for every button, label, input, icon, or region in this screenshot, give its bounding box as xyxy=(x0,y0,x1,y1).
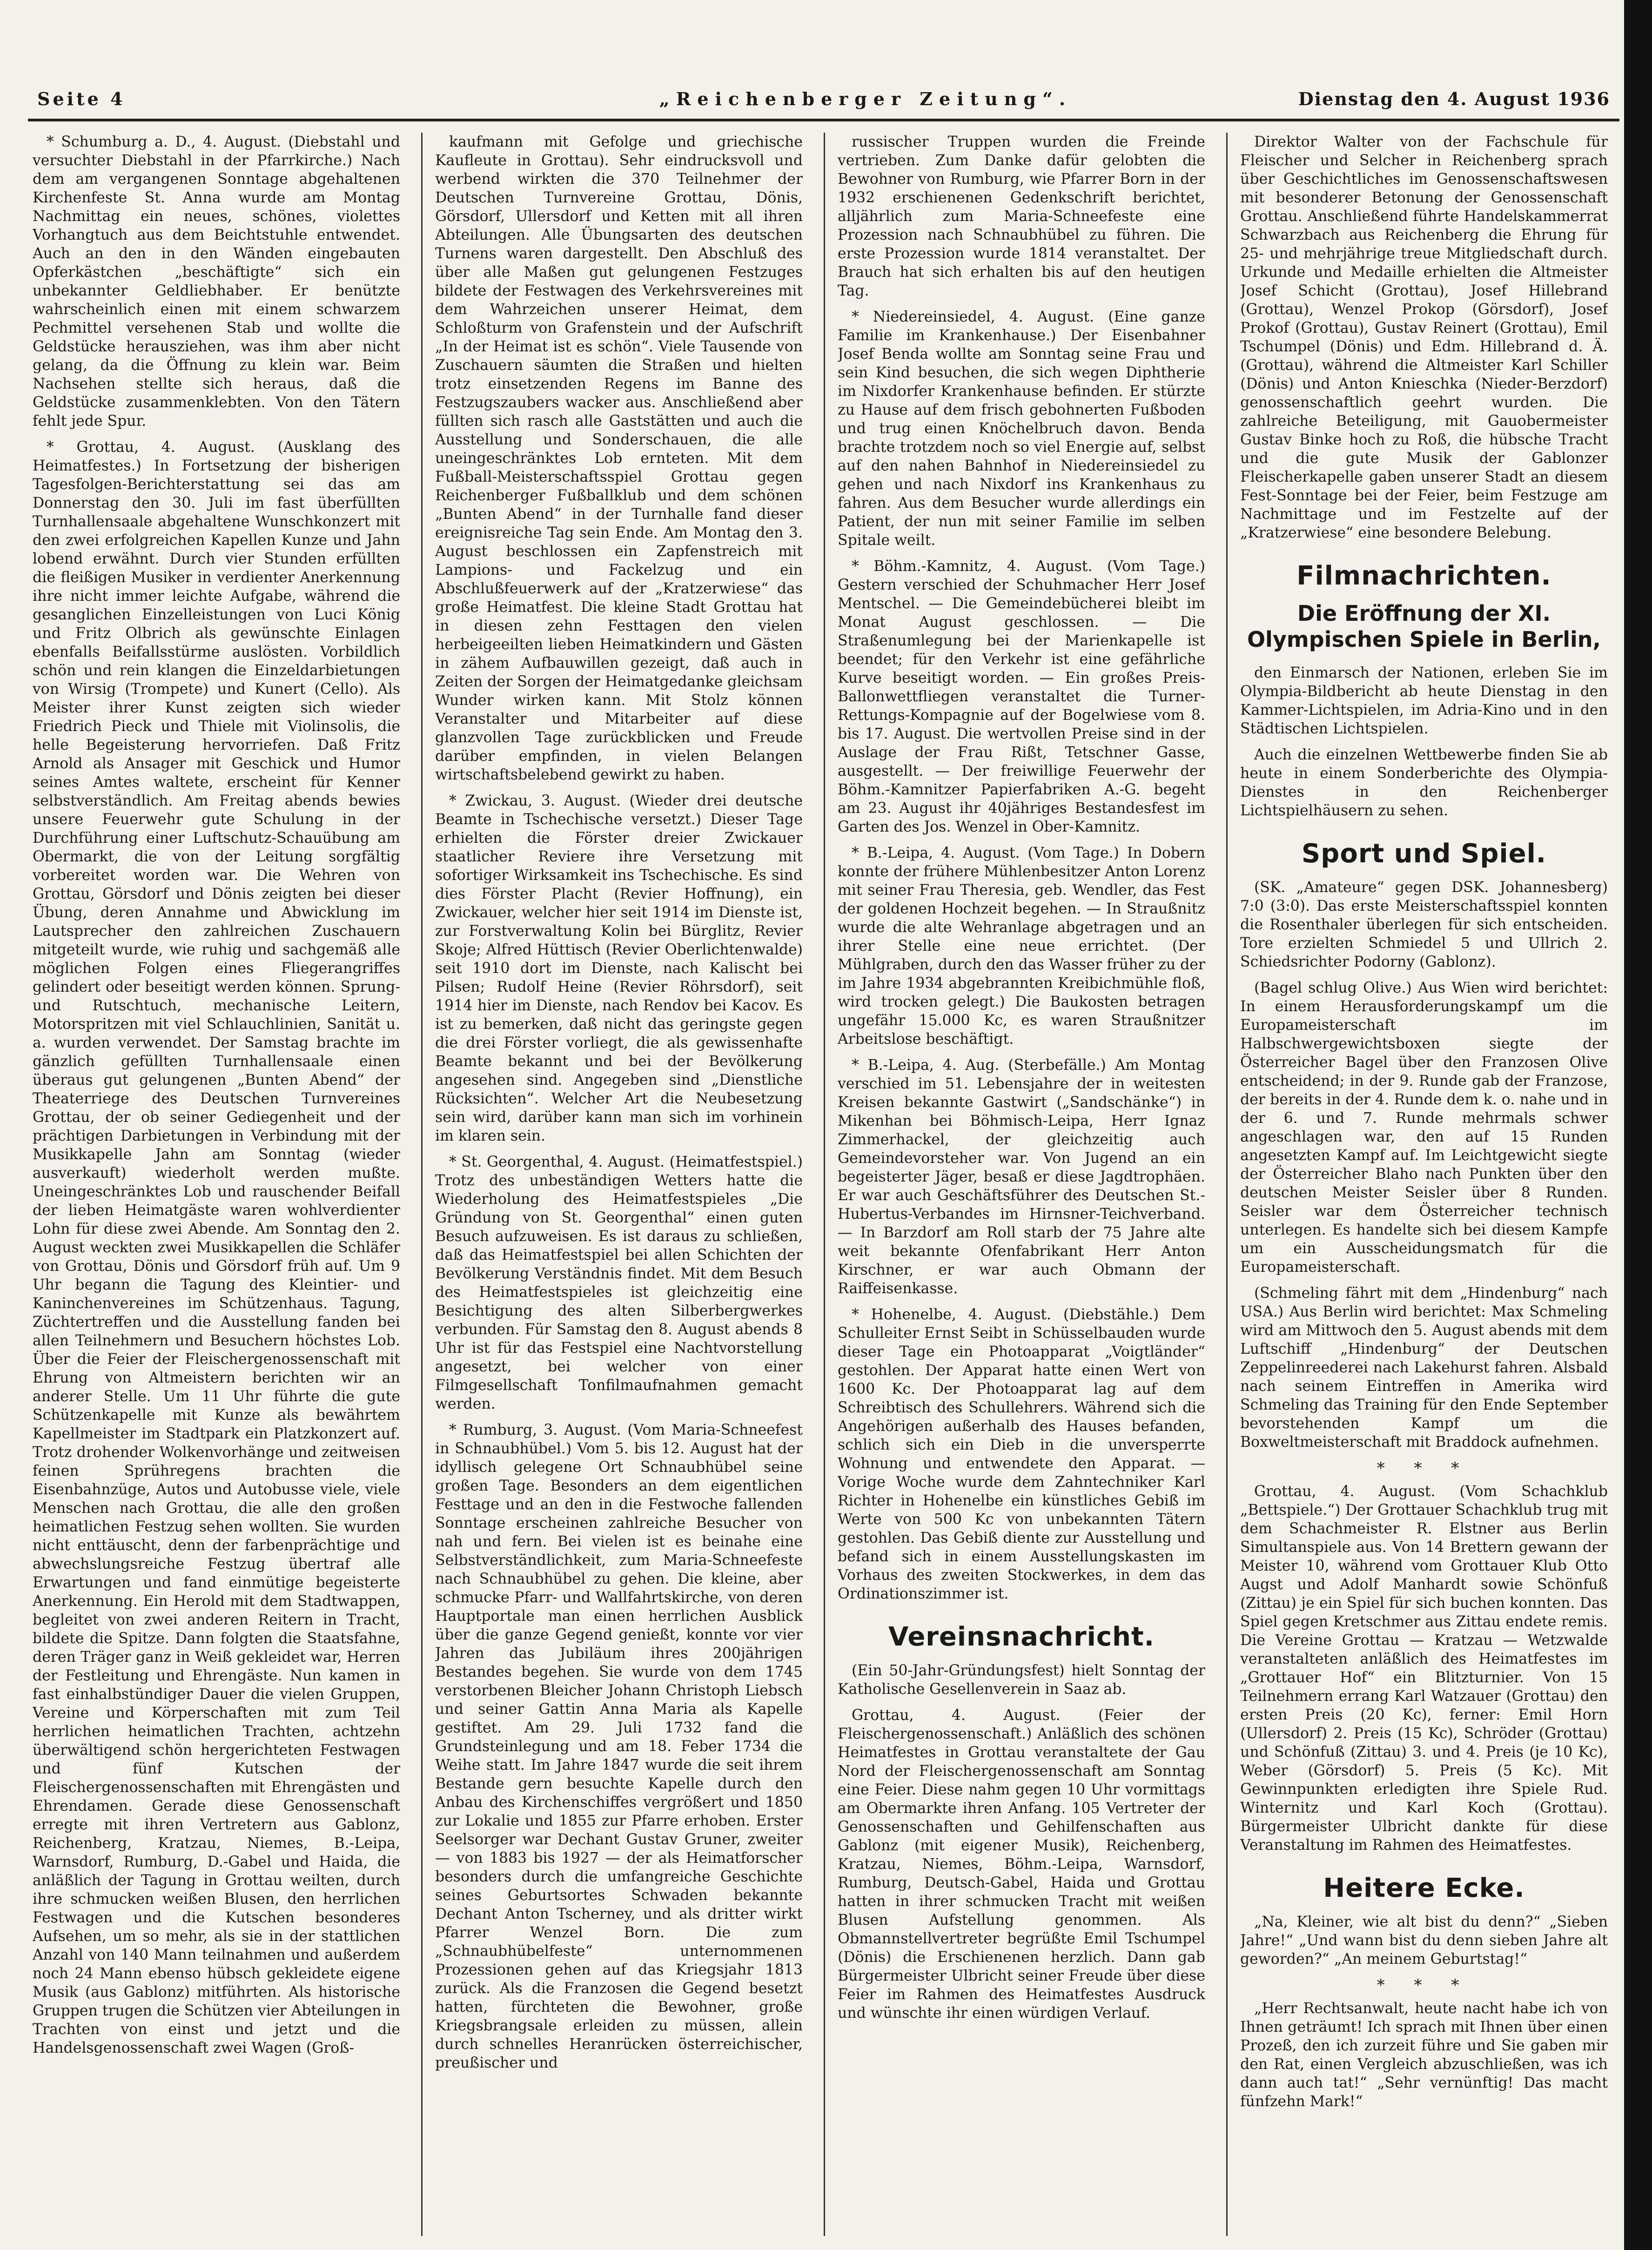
film-text: den Einmarsch der Nationen, erleben Sie im Olympia-Bildbericht ab heute Dienstag in den Kammer-Lichtspielen, im Adria-Kino und in den Städtischen Lichtspielen. xyxy=(1240,665,1608,737)
column-rule xyxy=(1226,133,1228,2236)
article-fleischergenossenschaft: Grottau, 4. August. (Feier der Fleischergenossenschaft.) Anläßlich des schönen Heimatfestes in Grottau veranstaltete der Gau Nord der Fleischergenossenschaft am Sonntag eine Feier. Diese nahm gegen 10 Uhr vormittags am Obermarkte ihren Anfang. 105 Vertreter der Genossenschaften und Gehilfenschaften aus Gablonz (mit eigener Musik), Reichenberg, Kratzau, Niemes, Böhm.-Leipa, Warnsdorf, Rumburg, Deutsch-Gabel, Haida und Grottau hatten in ihrer schmucken Tracht mit weißen Blusen Aufstellung genommen. Als Obmannstellvertreter begrüßte Emil Tschumpel (Dönis) die Erschienenen herzlich. Dann gab Bürgermeister Ulbricht seiner Freude über diese Feier im Rahmen des Heimatfestes Ausdruck und wünschte ihr einen würdigen Verlauf. xyxy=(838,1707,1205,2022)
section-title-film: Filmnachrichten. xyxy=(1296,561,1551,591)
article-grottau-heimatfest: * Grottau, 4. August. (Ausklang des Heimatfestes.) In Fortsetzung der bisherigen Tagesfolgen-Berichterstattung sei das am Donnerstag den 30. Juli im fast überfüllten Turnhallensaale abgehaltene Wunschkonzert mit den zwei erfolgreichen Kapellen Kunze und Jahn lobend erwähnt. Durch vier Stunden erfüllten die fleißigen Musiker in verdienter Anerkennung ihre nicht immer leichte Aufgabe, während die gesanglichen Einzelleistungen von Luci König und Fritz Olbrich als gewünschte Einlagen ebenfalls Beifallsstürme auslösten. Vorbildlich schön und rein klangen die Einzeldarbietungen von Wirsig (Trompete) und Kunert (Cello). Als Meister ihrer Kunst zeigten sich wieder Friedrich Pieck und Thiele mit Violinsolis, die helle Begeisterung hervorriefen. Daß Fritz Arnold als Ansager mit Geschick und Humor seines Amtes waltete, erscheint für Kenner selbstverständlich. Am Freitag abends bewies unsere Feuerwehr gute Schulung in der Durchführung einer Luftschutz-Schauübung am Obermarkt, die von der Leitung sorgfältig vorbereitet worden war. Die Wehren von Grottau, Görsdorf und Dönis zeigten bei dieser Übung, deren Annahme und Abwicklung im Lautsprecher den zahlreichen Zuschauern mitgeteilt wurde, wie ruhig und sachgemäß alle möglichen Folgen eines Fliegerangriffes gelindert oder beseitigt werden können. Sprung- und Rutschtuch, mechanische Leitern, Motorspritzen mit viel Schlauchlinien, Sanität u. a. wurden verwendet. Der Samstag brachte im gänzlich gefüllten Turnhallensaale einen überaus gut gelungenen „Bunten Abend“ der Theaterriege des Deutschen Turnvereines Grottau, der ob seiner Gediegenheit und der prächtigen Darbietungen in Verbindung mit der Musikkapelle Jahn am Sonntag (wieder ausverkauft) wiederholt werden mußte. Uneingeschränktes Lob und rauschender Beifall der lieben Heimatgäste waren wohlverdienter Lohn für diese zwei Abende. Am Sonntag den 2. August weckten zwei Musikkapellen die Schläfer von Grottau, Dönis und Görsdorf früh auf. Um 9 Uhr begann die Tagung des Kleintier- und Kaninchenvereines im Schützenhaus. Tagung, Züchtertreffen und die Ausstellung fanden bei allen Teilnehmern und Besuchern höchstes Lob. Über die Feier der Fleischergenossenschaft mit Ehrung von Altmeistern berichten wir an anderer Stelle. Um 11 Uhr führte die gute Schützenkapelle mit Kunze als bewährtem Kapellmeister im Stadtpark ein Platzkonzert auf. Trotz drohender Wolkenvorhänge und zeitweisen feinen Sprühregens brachten die Eisenbahnzüge, Autos und Autobusse viele, viele Menschen nach Grottau, die alle den großen heimatlichen Festzug sehen wollten. Sie wurden nicht enttäuscht, denn der farbenprächtige und abwechslungsreiche Festzug übertraf alle Erwartungen und fand einmütige begeisterte Anerkennung. Ein Herold mit dem Stadtwappen, begleitet von zwei anderen Reitern in Tracht, bildete die Spitze. Dann folgten die Staatsfahne, deren Träger ganz in Weiß gekleidet war, Herren der Festleitung und Ehrengäste. Nun kamen in fast einhalbstündiger Dauer die vielen Gruppen, Vereine und Körperschaften mit zum Teil herrlichen heimatlichen Trachten, achtzehn überwältigend schön hergerichteten Festwagen und fünf Kutschen der Fleischergenossenschaften mit Ehrengästen und Ehrendamen. Gerade diese Genossenschaft erregte mit ihren Vertretern aus Gablonz, Reichenberg, Kratzau, Niemes, B.-Leipa, Warnsdorf, Rumburg, D.-Gabel und Haida, die anläßlich der Tagung in Grottau weilten, durch ihre schmucken weißen Blusen, den herrlichen Festwagen und die Kutschen besonderes Aufsehen, um so mehr, als sie in der stattlichen Anzahl von 140 Mann teilnahmen und außerdem noch 24 Mann ebenso hübsch gekleidete eigene Musik (aus Gablonz) mitführten. Als historische Gruppen trugen die Schützen vier Abteilungen in Trachten von einst und jetzt und die Handelsgenossenschaft zwei Wagen (Groß- xyxy=(33,439,400,2056)
article-niedereinsiedel: * Niedereinsiedel, 4. August. (Eine ganze Familie im Krankenhause.) Der Eisenbahner Josef Benda wollte am Sonntag seine Frau und sein Kind besuchen, die sich wegen Diphtherie im Nixdorfer Krankenhause befinden. Er stürzte zu Hause auf dem frisch gebohnerten Fußboden und trug einen Knöchelbruch davon. Benda brachte trotzdem noch so viel Energie auf, selbst auf den nahen Bahnhof in Niedereinsiedel zu gehen und nach Nixdorf ins Krankenhaus zu fahren. Aus dem Besucher wurde allerdings ein Patient, der nun mit seiner Familie im selben Spitale weilt. xyxy=(838,309,1205,549)
joke-item: „Na, Kleiner, wie alt bist du denn?“ „Sieben Jahre!“ „Und wann bist du denn sieben Jahre alt geworden?“ „An meinem Geburtstag!“ xyxy=(1240,1914,1608,1968)
film-headline: Die Eröffnung der XI. Olympischen Spiele in Berlin, xyxy=(1247,601,1601,652)
joke-item: „Herr Rechtsanwalt, heute nacht habe ich von Ihnen geträumt! Ich sprach mit Ihnen über einen Prozeß, den ich zurzeit führe und Sie gaben mir den Rat, einen Vergleich abzuschließen, was ich dann auch tat!“ „Sehr vernünftig! Das macht fünfzehn Mark!“ xyxy=(1240,2000,1608,2110)
page-number: Seite 4 xyxy=(37,88,126,109)
newspaper-title: „Reichenberger Zeitung“. xyxy=(659,88,1072,109)
column-2 xyxy=(435,133,803,2236)
article-grottau-continued: kaufmann mit Gefolge und griechische Kaufleute in Grottau). Sehr eindrucksvoll und werbend wirkten die 370 Teilnehmer der Deutschen Turnvereine Grottau, Dönis, Görsdorf, Ullersdorf und Ketten mit all ihren Abteilungen. Alle Übungsarten des deutschen Turnens waren dargestellt. Den Abschluß des über alle Maßen gut gelungenen Festzuges bildete der Festwagen des Verkehrsvereines mit dem Wahrzeichen unserer Heimat, dem Schloßturm von Grafenstein und der Aufschrift „In der Heimat ist es schön“. Viele Tausende von Zuschauern säumten die Straßen und hielten trotz einsetzenden Regens im Banne des Festzugszaubers wacker aus. Anschließend aber füllten sich rasch alle Gaststätten und auch die Ausstellung und Sonderschauen, die alle uneingeschränktes Lob ernteten. Mit dem Fußball-Meisterschaftsspiel Grottau gegen Reichenberger Fußballklub und dem schönen „Bunten Abend“ in der Turnhalle fand dieser ereignisreiche Tag sein Ende. Am Montag den 3. August beschlossen ein Zapfenstreich mit Lampions- und Fackelzug und ein Abschlußfeuerwerk auf der „Kratzerwiese“ das große Heimatfest. Die kleine Stadt Grottau hat in diesen zehn Festtagen den vielen herbeigeeilten lieben Heimatkindern und Gästen in zähem Aufbauwillen gezeigt, daß auch in Zeiten der Sorgen der Heimatgedanke gleichsam Wunder wirken kann. Mit Stolz können Veranstalter und Mitarbeiter auf diese glanzvollen Tage zurückblicken und Freude darüber empfinden, in vielen Belangen wirtschaftsbelebend gewirkt zu haben. xyxy=(435,134,803,783)
article-gesellenverein: (Ein 50-Jahr-Gründungsfest) hielt Sonntag der Katholische Gesellenverein in Saaz ab. xyxy=(838,1662,1205,1698)
section-title-sport: Sport und Spiel. xyxy=(1301,839,1547,869)
separator-stars: * * * xyxy=(1377,1976,1471,1995)
article-b-leipa-vom-tage: * B.-Leipa, 4. August. (Vom Tage.) In Dobern konnte der frühere Mühlenbesitzer Anton Lorenz mit seiner Frau Theresia, geb. Wendler, das Fest der goldenen Hochzeit begehen. — In Straußnitz wurde die alte Wehranlage abgetragen und an ihrer Stelle eine neue errichtet. (Der Mühlgraben, durch den das Wasser früher zu der im Jahre 1934 abgebrannten Kreibichmühle floß, wird trocken gelegt.) Die Baukosten betragen ungefähr 15.000 Kc, es waren Straußnitzer Arbeitslose beschäftigt. xyxy=(838,845,1205,1048)
sport-item: (SK. „Amateure“ gegen DSK. Johannesberg) 7:0 (3:0). Das erste Meisterschaftsspiel konnten die Rosenthaler überlegen für sich entscheiden. Tore erzielten Schmiedel 5 und Ullrich 2. Schiedsrichter Podorny (Gablonz). xyxy=(1240,879,1608,970)
scan-border xyxy=(1624,0,1652,2250)
article-fleischer-continued: Direktor Walter von der Fachschule für Fleischer und Selcher in Reichenberg sprach über Geschichtliches im Genossenschaftswesen mit besonderer Betonung der Genossenschaft Grottau. Anschließend führte Handelskammerrat Schwarzbach aus Reichenberg die Ehrung für 25- und mehrjährige treue Mitgliedschaft durch. Urkunde und Medaille erhielten die Altmeister Josef Schicht (Grottau), Josef Hillebrand (Grottau), Wenzel Prokop (Görsdorf), Josef Prokof (Grottau), Gustav Reinert (Grottau), Emil Tschumpel (Dönis) und Edm. Hillebrand d. Ä. (Grottau), während die Altmeister Karl Schiller (Dönis) und Anton Knieschka (Nieder-Berzdorf) genossenschaftlich geehrt wurden. Die zahlreiche Beteiligung, mit Gauobermeister Gustav Binke hoch zu Roß, die hübsche Tracht und die gute Musik der Gablonzer Fleischerkapelle gaben unserer Stadt an diesem Fest-Sonntage bei der Feier, beim Festzuge am Nachmittage und im Festzelte auf der „Kratzerwiese“ eine besondere Belebung. xyxy=(1240,134,1608,541)
issue-date: Dienstag den 4. August 1936 xyxy=(1298,88,1610,109)
article-rumburg: * Rumburg, 3. August. (Vom Maria-Schneefest in Schnaubhübel.) Vom 5. bis 12. August hat der idyllisch gelegene Ort Schnaubhübel seine großen Tage. Besonders an dem eigentlichen Festtage und an den in die Festwoche fallenden Sonntage erscheinen zahlreiche Besucher von nah und fern. Bei vielen ist es beinahe eine Selbstverständlichkeit, zum Maria-Schneefeste nach Schnaubhübel zu gehen. Die kleine, aber schmucke Pfarr- und Wallfahrtskirche, von deren Hauptportale man einen herrlichen Ausblick über die ganze Gegend genießt, konnte vor vier Jahren das Jubiläum ihres 200jährigen Bestandes begehen. Sie wurde von dem 1745 verstorbenen Bleicher Johann Christoph Liebsch und seiner Gattin Anna Maria als Kapelle gestiftet. Am 29. Juli 1732 fand die Grundsteinlegung und am 18. Feber 1734 die Weihe statt. Im Jahre 1847 wurde die seit ihrem Bestande gern besuchte Kapelle durch den Anbau des Kirchenschiffes vergrößert und 1850 zur Lokalie und 1855 zur Pfarre erhoben. Erster Seelsorger war Dechant Gustav Gruner, zweiter — von 1883 bis 1927 — der als Heimatforscher besonders durch die umfangreiche Geschichte seines Geburtsortes Schwaden bekannte Dechant Anton Tscherney, und als dritter wirkt Pfarrer Wenzel Born. Die zum „Schnaubhübelfeste“ unternommenen Prozessionen gehen auf das Kriegsjahr 1813 zurück. Als die Franzosen die Gegend besetzt hatten, fürchteten die Bewohner, große Kriegsbrangsale erleiden zu müssen, allein durch schnelles Heranrücken österreichischer, preußischer und xyxy=(435,1422,803,2071)
article-rumburg-continued: russischer Truppen wurden die Freinde vertrieben. Zum Danke dafür gelobten die Bewohner von Rumburg, wie Pfarrer Born in der 1932 erschienenen Gedenkschrift berichtet, alljährlich zum Maria-Schneefeste eine Prozession nach Schnaubhübel zu führen. Die erste Prozession wurde 1814 veranstaltet. Der Brauch hat sich erhalten bis auf den heutigen Tag. xyxy=(838,134,1205,299)
film-text: Auch die einzelnen Wettbewerbe finden Sie ab heute in einem Sonderberichte des Olympia-Dienstes in den Reichenberger Lichtspielhäusern zu sehen. xyxy=(1240,746,1608,819)
article-boehm-kamnitz: * Böhm.-Kamnitz, 4. August. (Vom Tage.) Gestern verschied der Schuhmacher Herr Josef Mentschel. — Die Gemeindebücherei bleibt im Monat August geschlossen. — Die Straßenumlegung bei der Marienkapelle ist beendet; für den Verkehr ist eine gefährliche Kurve beseitigt worden. — Ein großes Preis-Ballonwettfliegen veranstaltet die Turner-Rettungs-Kompagnie auf der Bogelwiese vom 8. bis 17. August. Die wertvollen Preise sind in der Auslage der Frau Rißt, Tetschner Gasse, ausgestellt. — Der freiwillige Feuerwehr der Böhm.-Kamnitzer Papierfabriken A.-G. begeht am 23. August ihr 40jähriges Bestandesfest im Garten des Jos. Wenzel in Ober-Kamnitz. xyxy=(838,558,1205,835)
article-zwickau: * Zwickau, 3. August. (Wieder drei deutsche Beamte in Tschechische versetzt.) Dieser Tage erhielten die Förster dreier Zwickauer staatlicher Reviere ihre Versetzung mit sofortiger Wirksamkeit ins Tschechische. Es sind dies Förster Placht (Revier Hoffnung), ein Zwickauer, welcher hier seit 1914 im Dienste ist, zur Forstverwaltung Kolin bei Bürglitz, Revier Skoje; Alfred Hüttisch (Revier Oberlichtenwalde) seit 1910 dort im Dienste, nach Kalischt bei Pilsen; Rudolf Heine (Revier Röhrsdorf), seit 1914 hier im Dienste, nach Rendov bei Kacov. Es ist zu bemerken, daß nicht das geringste gegen die drei Förster vorliegt, die als gewissenhafte Beamte bekannt und bei der Bevölkerung angesehen sind. Angegeben sind „Dienstliche Rücksichten“. Welcher Art die Neubesetzung sein wird, darüber kann man sich im vorhinein im klaren sein. xyxy=(435,793,803,1144)
column-1 xyxy=(33,133,400,2236)
sport-item: Grottau, 4. August. (Vom Schachklub „Bettspiele.“) Der Grottauer Schachklub trug mit dem Schachmeister R. Elstner aus Berlin Simultanspiele aus. Von 14 Brettern gewann der Meister 10, während vom Grottauer Klub Otto Augst und Adolf Manhardt sowie Schönfuß (Zittau) je ein Spiel für sich buchen konnten. Das Spiel gegen Kretschmer aus Zittau endete remis. Die Vereine Grottau — Kratzau — Wetzwalde veranstalteten anläßlich des Heimatfestes im „Grottauer Hof“ ein Blitzturnier. Von 15 Teilnehmern errang Karl Watzauer (Grottau) den ersten Preis (20 Kc), ferner: Emil Horn (Ullersdorf) 2. Preis (15 Kc), Schröder (Grottau) und Schönfuß (Zittau) 3. und 4. Preis (je 10 Kc), Weber (Görsdorf) 5. Preis (5 Kc). Mit Gewinnpunkten erledigten ihre Spiele Rud. Winternitz und Karl Koch (Grottau). Bürgermeister Ulbricht dankte für diese Veranstaltung im Rahmen des Heimatfestes. xyxy=(1240,1483,1608,1854)
separator-stars: * * * xyxy=(1377,1459,1471,1478)
section-title-heitere-ecke: Heitere Ecke. xyxy=(1323,1873,1525,1903)
column-4 xyxy=(1240,133,1608,2236)
article-schumburg: * Schumburg a. D., 4. August. (Diebstahl und versuchter Diebstahl in der Pfarrkirche.) Nach dem am vergangenen Sonntage abgehaltenen Kirchenfeste St. Anna wurde am Montag Nachmittag ein neues, schönes, violettes Vorhangtuch aus dem Beichtstuhle entwendet. Auch an den in den Wänden eingebauten Opferkästchen „beschäftigte“ sich ein unbekannter Geldliebhaber. Er benützte wahrscheinlich einen mit einem schwarzem Pechmittel versehenen Stab und wollte die Geldstücke herausziehen, was ihm aber nicht gelang, da die Öffnung zu klein war. Beim Nachsehen stellte sich heraus, daß die Geldstücke zusammenklebten. Von den Tätern fehlt jede Spur. xyxy=(33,134,400,430)
column-3 xyxy=(838,133,1205,2236)
article-st-georgenthal: * St. Georgenthal, 4. August. (Heimatfestspiel.) Trotz des unbeständigen Wetters hatte die Wiederholung des Heimatfestspieles „Die Gründung von St. Georgenthal“ einen guten Besuch aufzuweisen. Es ist daraus zu schließen, daß das Heimatfestspiel bei allen Schichten der Bevölkerung Verständnis findet. Mit dem Besuch des Heimatfestspieles ist gleichzeitig eine Besichtigung des alten Silberbergwerkes verbunden. Für Samstag den 8. August abends 8 Uhr ist für das Festspiel eine Nachtvorstellung angesetzt, bei welcher von einer Filmgesellschaft Tonfilmaufnahmen gemacht werden. xyxy=(435,1154,803,1412)
section-title-vereinsnachricht: Vereinsnachricht. xyxy=(888,1622,1155,1652)
sport-item: (Schmeling fährt mit dem „Hindenburg“ nach USA.) Aus Berlin wird berichtet: Max Schmeling wird am Mittwoch den 5. August abends mit dem Luftschiff „Hindenburg“ der Deutschen Zeppelinreederei nach Lakehurst fahren. Alsbald nach seinem Eintreffen in Amerika wird Schmeling das Training für den Ende September bevorstehenden Kampf um die Boxweltmeisterschaft mit Braddock aufnehmen. xyxy=(1240,1285,1608,1451)
column-rule xyxy=(421,133,423,2236)
article-hohenelbe: * Hohenelbe, 4. August. (Diebstähle.) Dem Schulleiter Ernst Seibt in Schüsselbauden wurde dieser Tage ein Photoapparat „Voigtländer“ gestohlen. Der Apparat hatte einen Wert von 1600 Kc. Der Photoapparat lag auf dem Schreibtisch des Schullehrers. Während sich die Angehörigen außerhalb des Hauses befanden, schlich sich ein Dieb in die unversperrte Wohnung und entwendete den Apparat. — Vorige Woche wurde dem Zahntechniker Karl Richter in Hohenelbe ein künstliches Gebiß im Werte von 500 Kc von unbekannten Tätern gestohlen. Das Gebiß diente zur Ausstellung und befand sich in einem Ausstellungskasten im Vorhaus des zweiten Stockwerkes, in dem das Ordinationszimmer ist. xyxy=(838,1306,1205,1602)
sport-item: (Bagel schlug Olive.) Aus Wien wird berichtet: In einem Herausforderungskampf um die Europameisterschaft im Halbschwergewichtsboxen siegte der Österreicher Bagel über den Franzosen Olive entscheidend; in der 9. Runde gab der Franzose, der bereits in der 4. Runde dem k. o. nahe und in der 6. und 7. Runde mehrmals schwer angeschlagen war, den auf 15 Runden angesetzten Kampf auf. Im Leichtgewicht siegte der Österreicher Blaho nach Punkten über den deutschen Meister Seisler über 8 Runden. Seisler war dem Österreicher technisch unterlegen. Es handelte sich bei diesem Kampfe um ein Ausscheidungsmatch für die Europameisterschaft. xyxy=(1240,980,1608,1276)
article-b-leipa-sterbefaelle: * B.-Leipa, 4. Aug. (Sterbefälle.) Am Montag verschied im 51. Lebensjahre der in weitesten Kreisen bekannte Gastwirt („Sandschänke“) in Mikenhan bei Böhmisch-Leipa, Herr Ignaz Zimmerhackel, der gleichzeitig auch Gemeindevorsteher war. Von Jugend an ein begeisterter Jäger, besaß er diese Jagdtrophäen. Er war auch Geschäftsführer des Deutschen St.-Hubertus-Verbandes im Hirnsner-Teichverband. — In Barzdorf am Roll starb der 75 Jahre alte weit bekannte Ofenfabrikant Herr Anton Kirschner, er war auch Obmann der Raiffeisenkasse. xyxy=(838,1057,1205,1297)
column-rule xyxy=(824,133,825,2236)
page-header xyxy=(28,84,1619,121)
